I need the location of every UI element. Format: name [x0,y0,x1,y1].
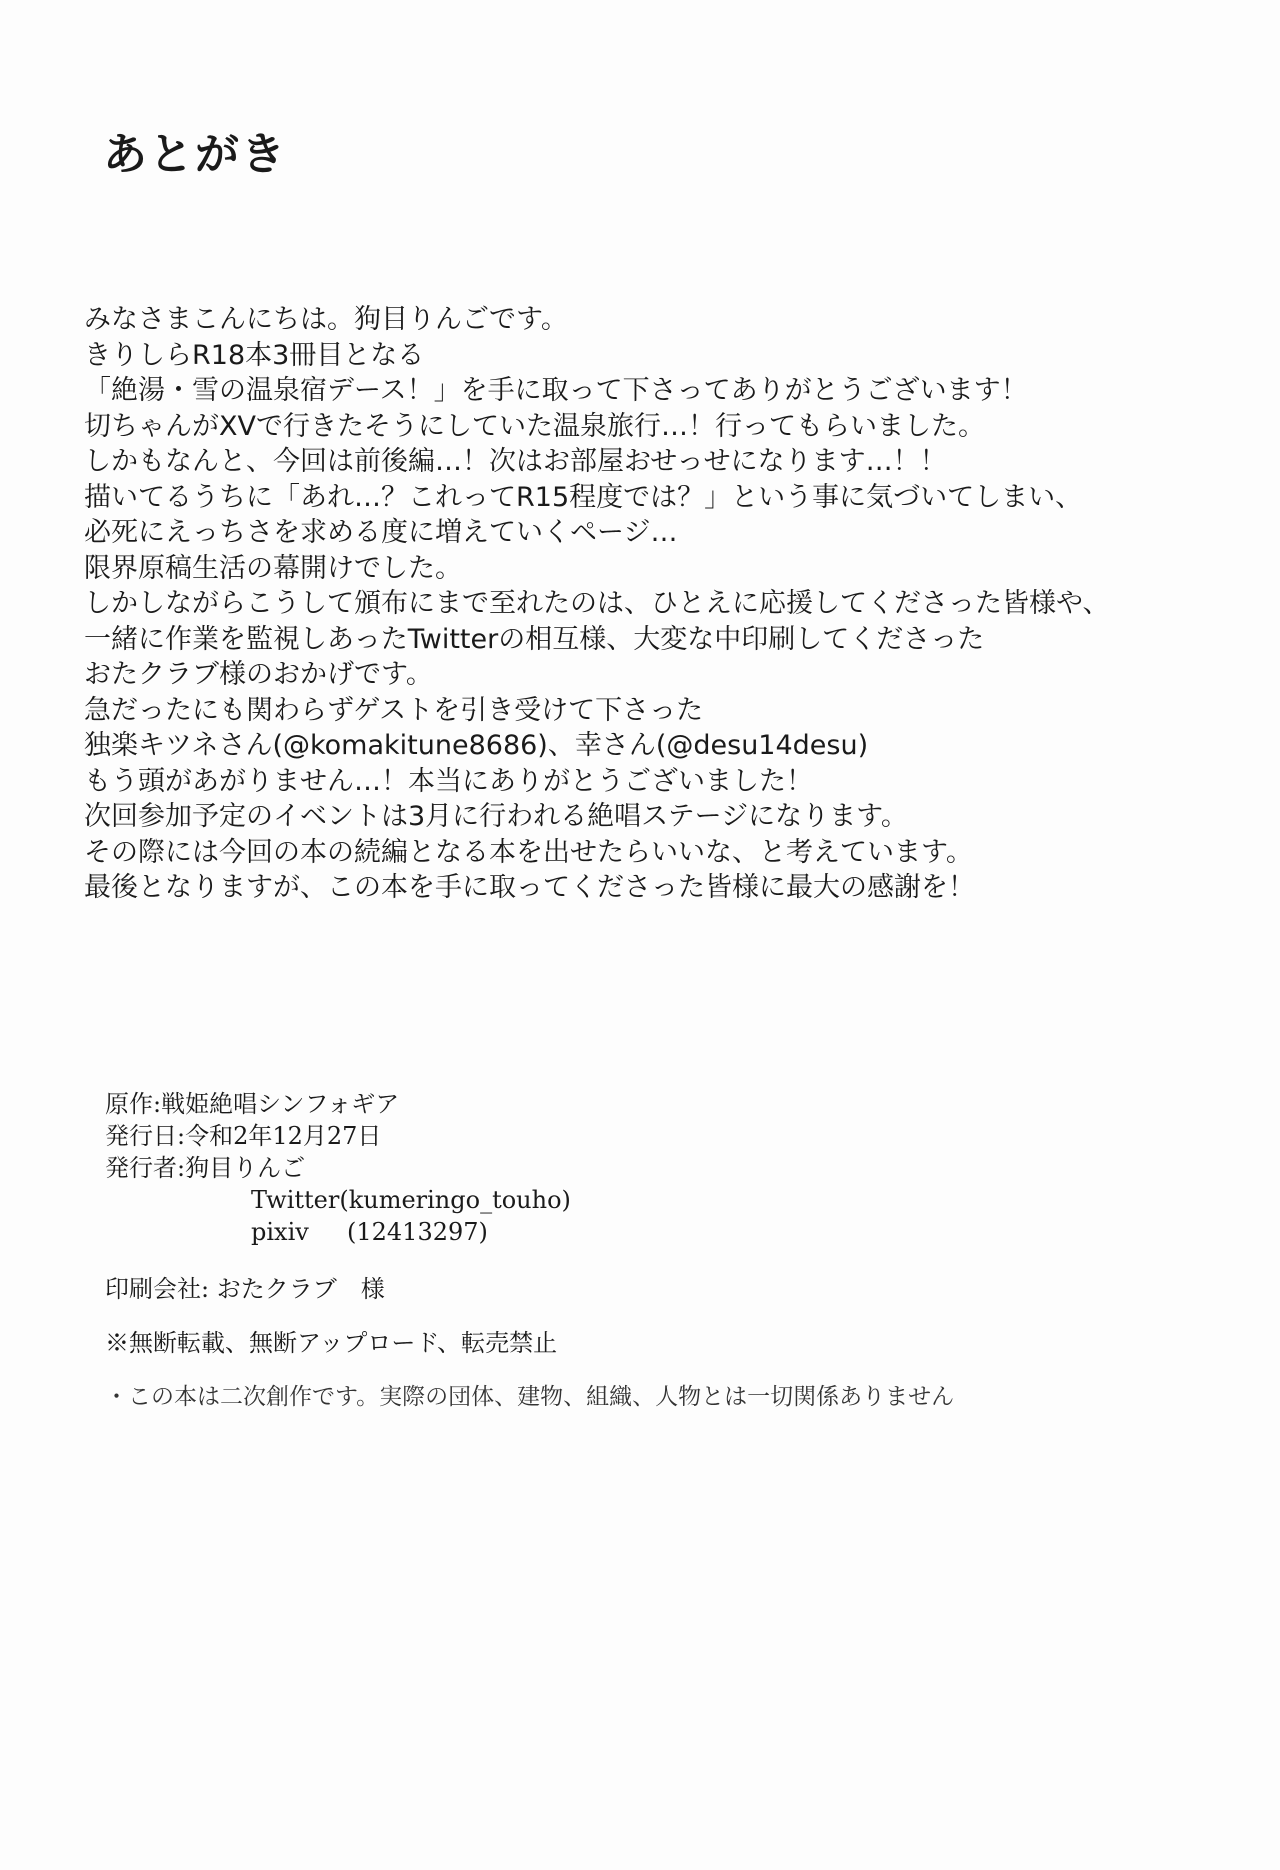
message-line: 限界原稿生活の幕開けでした。 [84,552,462,584]
message-line: 独楽キツネさん(@komakitune8686)、幸さん(@desu14desu) [84,730,869,761]
prohibition-notice: ※無断転載、無断アップロード、転売禁止 [105,1329,558,1357]
message-line: 一緒に作業を監視しあったTwitterの相互様、大変な中印刷してくださった [84,623,985,655]
colophon [105,1088,1235,1413]
original-work: 原作:戦姫絶唱シンフォギア [105,1090,400,1118]
message-line: 切ちゃんがXVで行きたそうにしていた温泉旅行…！行ってもらいました。 [84,410,985,442]
message-line: 必死にえっちさを求める度に増えていくページ… [84,517,678,548]
message-line: 急だったにも関わらずゲストを引き受けて下さった [84,694,704,726]
publisher: 発行者:狗目りんご [105,1154,306,1182]
message-line: みなさまこんにちは。狗目りんごです。 [84,304,568,335]
message-line: しかもなんと、今回は前後編…！次はお部屋おせっせになります…！！ [84,446,947,477]
publish-date: 発行日:令和2年12月27日 [105,1122,382,1150]
message-line: きりしらR18本3冊目となる [84,339,425,371]
pixiv-id-row [105,1216,1235,1248]
disclaimer: ・この本は二次創作です。実際の団体、建物、組織、人物とは一切関係ありません [105,1384,955,1410]
message-line: おたクラブ様のおかげです。 [84,659,433,690]
twitter-handle: Twitter(kumeringo_touho) [251,1186,571,1214]
message-line: もう頭があがりません…！本当にありがとうございました！ [84,765,813,797]
message-line: 描いてるうちに「あれ…？これってR15程度では？」という事に気づいてしまい、 [84,481,1083,513]
afterword-message [84,302,1254,906]
page-title: あとがき [103,129,287,180]
message-line: 最後となりますが、この本を手に取ってくださった皆様に最大の感謝を！ [84,872,975,903]
pixiv-id: (12413297) [347,1218,488,1246]
message-line: 次回参加予定のイベントは3月に行われる絶唱ステージになります。 [84,801,908,832]
printer: 印刷会社: おたクラブ 様 [105,1275,385,1303]
message-line: その際には今回の本の続編となる本を出せたらいいな、と考えています。 [84,836,973,868]
message-line: しかしながらこうして頒布にまで至れたのは、ひとえに応援してくださった皆様や、 [84,588,1110,619]
message-line: 「絶湯・雪の温泉宿デース！」を手に取って下さってありがとうございます！ [84,375,1028,406]
pixiv-label: pixiv [251,1218,309,1246]
